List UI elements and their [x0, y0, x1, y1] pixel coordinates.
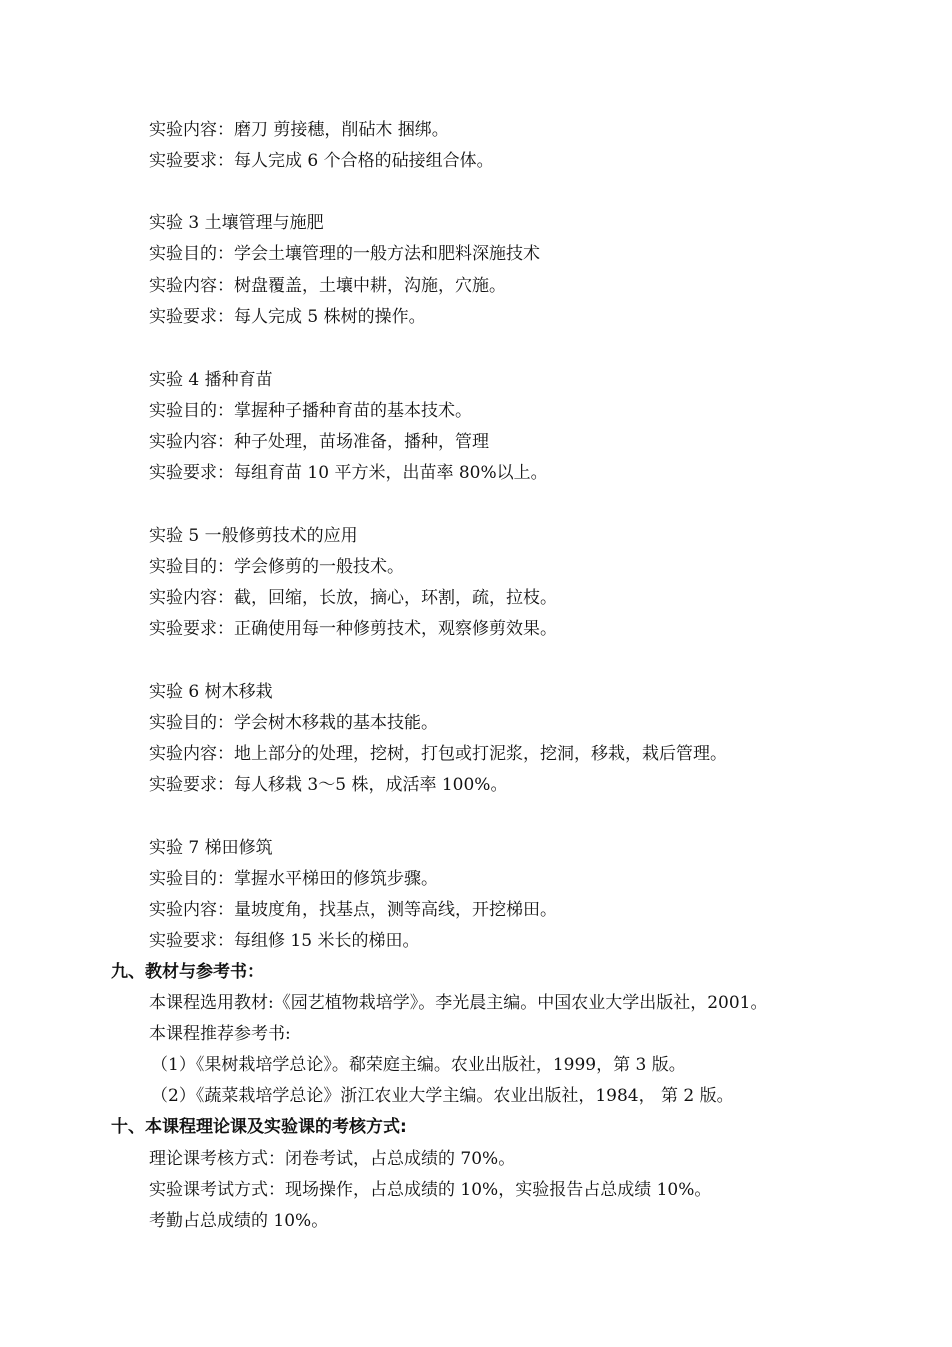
reference-1: （1）《果树栽培学总论》。郗荣庭主编。农业出版社，1999，第 3 版。	[151, 1055, 686, 1075]
exp5-content: 实验内容：截，回缩，长放，摘心，环割，疏，拉枝。	[149, 588, 557, 608]
section-10-heading: 十、本课程理论课及实验课的考核方式:	[111, 1117, 407, 1137]
exp3-requirement: 实验要求：每人完成 5 株树的操作。	[149, 307, 426, 327]
exp4-purpose: 实验目的：掌握种子播种育苗的基本技术。	[149, 401, 472, 421]
exp7-title: 实验 7 梯田修筑	[149, 838, 273, 858]
exp3-purpose: 实验目的：学会土壤管理的一般方法和肥料深施技术	[149, 244, 540, 264]
exp4-content: 实验内容：种子处理，苗场准备，播种，管理	[149, 432, 489, 452]
exp7-purpose: 实验目的：掌握水平梯田的修筑步骤。	[149, 869, 438, 889]
exp3-title: 实验 3 土壤管理与施肥	[149, 213, 324, 233]
lab-assessment: 实验课考试方式：现场操作，占总成绩的 10%，实验报告占总成绩 10%。	[149, 1180, 712, 1200]
exp6-requirement: 实验要求：每人移栽 3～5 株，成活率 100%。	[149, 775, 508, 795]
exp2-requirement: 实验要求：每人完成 6 个合格的砧接组合体。	[149, 151, 494, 171]
exp5-purpose: 实验目的：学会修剪的一般技术。	[149, 557, 404, 577]
exp6-content: 实验内容：地上部分的处理，挖树，打包或打泥浆，挖洞，移栽，栽后管理。	[149, 744, 727, 764]
exp7-content: 实验内容：量坡度角，找基点，测等高线，开挖梯田。	[149, 900, 557, 920]
exp4-requirement: 实验要求：每组育苗 10 平方米，出苗率 80%以上。	[149, 463, 548, 483]
section-9-heading: 九、教材与参考书：	[111, 962, 264, 982]
exp3-content: 实验内容：树盘覆盖，土壤中耕，沟施，穴施。	[149, 276, 506, 296]
exp6-title: 实验 6 树木移栽	[149, 682, 273, 702]
exp6-purpose: 实验目的：学会树木移栽的基本技能。	[149, 713, 438, 733]
exp4-title: 实验 4 播种育苗	[149, 370, 273, 390]
textbook-line: 本课程选用教材:《园艺植物栽培学》。李光晨主编。中国农业大学出版社，2001。	[149, 993, 768, 1013]
exp5-title: 实验 5 一般修剪技术的应用	[149, 526, 358, 546]
exp5-requirement: 实验要求：正确使用每一种修剪技术，观察修剪效果。	[149, 619, 557, 639]
reference-2: （2）《蔬菜栽培学总论》浙江农业大学主编。农业出版社，1984， 第 2 版。	[151, 1086, 734, 1106]
exp2-content: 实验内容：磨刀 剪接穗，削砧木 捆绑。	[149, 120, 449, 140]
references-label: 本课程推荐参考书:	[149, 1024, 291, 1044]
exp7-requirement: 实验要求：每组修 15 米长的梯田。	[149, 931, 420, 951]
theory-assessment: 理论课考核方式：闭卷考试，占总成绩的 70%。	[149, 1149, 516, 1169]
attendance-assessment: 考勤占总成绩的 10%。	[149, 1211, 329, 1231]
